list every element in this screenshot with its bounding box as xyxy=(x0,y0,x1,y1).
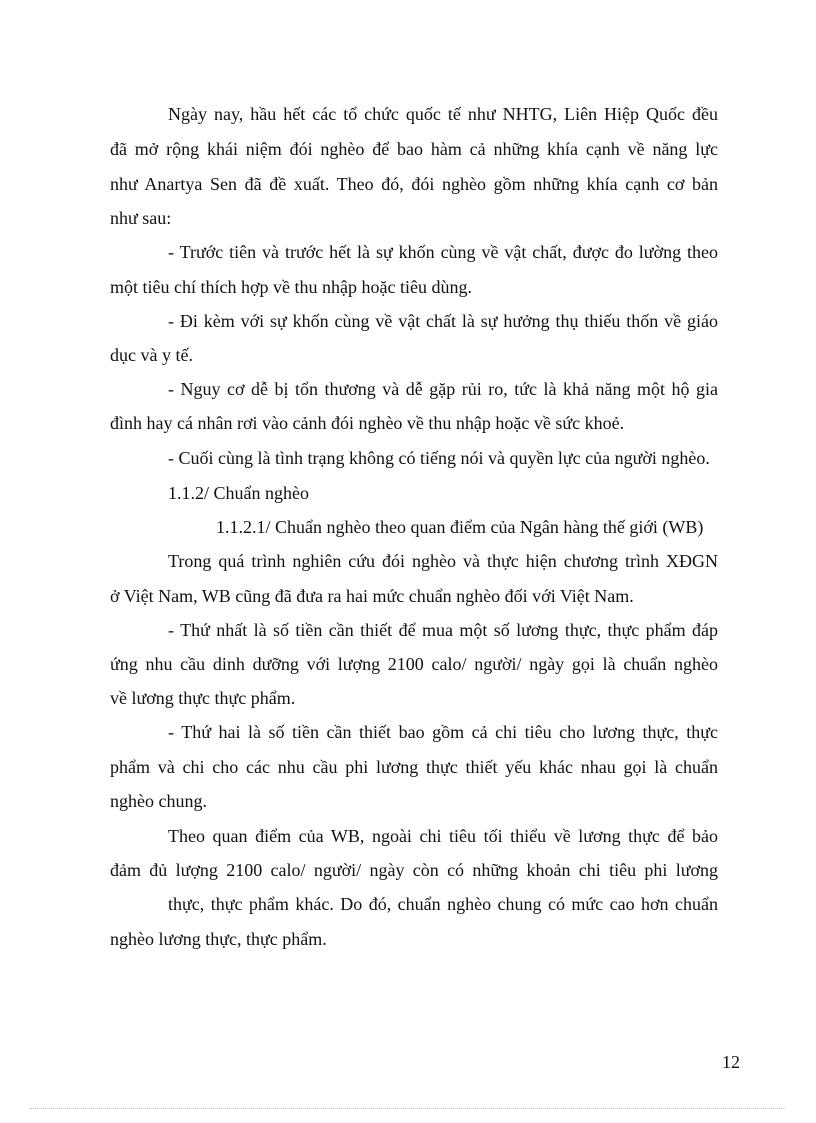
paragraph-line: như sau: xyxy=(110,208,172,228)
paragraph-line: ở Việt Nam, WB cũng đã đưa ra hai mức chuẩn nghèo đối với Việt Nam. xyxy=(110,586,634,606)
paragraph-line: Theo quan điểm của WB, ngoài chi tiêu tối thiểu về lương thực để bảo xyxy=(168,826,718,846)
paragraph-line: đã mở rộng khái niệm đói nghèo để bao hàm cả những khía cạnh về năng lực xyxy=(110,139,718,159)
section-heading: 1.1.2/ Chuẩn nghèo xyxy=(168,483,309,503)
paragraph-line: nghèo chung. xyxy=(110,791,207,811)
paragraph-line: Ngày nay, hầu hết các tổ chức quốc tế như NHTG, Liên Hiệp Quốc đều xyxy=(168,104,718,124)
subsection-heading: 1.1.2.1/ Chuẩn nghèo theo quan điểm của Ngân hàng thế giới (WB) xyxy=(216,517,704,537)
paragraph-line: đảm đủ lượng 2100 calo/ người/ ngày còn có những khoản chi tiêu phi lương xyxy=(110,860,718,880)
paragraph-line: như Anartya Sen đã đề xuất. Theo đó, đói nghèo gồm những khía cạnh cơ bản xyxy=(110,174,718,194)
bullet-line: - Đi kèm với sự khốn cùng về vật chất là sự hưởng thụ thiếu thốn về giáo xyxy=(168,311,718,331)
paragraph-line: dục và y tế. xyxy=(110,345,193,365)
bullet-line: - Cuối cùng là tình trạng không có tiếng nói và quyền lực của người nghèo. xyxy=(168,448,710,468)
paragraph-line: đình hay cá nhân rơi vào cảnh đói nghèo về thu nhập hoặc về sức khoẻ. xyxy=(110,413,625,433)
paragraph-line: thực, thực phẩm khác. Do đó, chuẩn nghèo chung có mức cao hơn chuẩn xyxy=(168,894,718,914)
bullet-line: - Thứ nhất là số tiền cần thiết để mua một số lương thực, thực phẩm đáp xyxy=(168,620,718,640)
bullet-line: - Nguy cơ dễ bị tổn thương và dễ gặp rủi ro, tức là khả năng một hộ gia xyxy=(168,379,718,399)
paragraph-line: về lương thực thực phẩm. xyxy=(110,688,296,708)
paragraph-line: phẩm và chi cho các nhu cầu phi lương thực thiết yếu khác nhau gọi là chuẩn xyxy=(110,757,718,777)
paragraph-line: nghèo lương thực, thực phẩm. xyxy=(110,929,327,949)
page-number: 12 xyxy=(722,1052,740,1072)
paragraph-line: ứng nhu cầu dinh dưỡng với lượng 2100 calo/ người/ ngày gọi là chuẩn nghèo xyxy=(110,654,718,674)
footer-divider xyxy=(30,1108,786,1109)
bullet-line: - Trước tiên và trước hết là sự khốn cùng về vật chất, được đo lường theo xyxy=(168,242,718,262)
paragraph-line: Trong quá trình nghiên cứu đói nghèo và thực hiện chương trình XĐGN xyxy=(168,551,718,571)
paragraph-line: một tiêu chí thích hợp về thu nhập hoặc tiêu dùng. xyxy=(110,277,472,297)
bullet-line: - Thứ hai là số tiền cần thiết bao gồm cả chi tiêu cho lương thực, thực xyxy=(168,722,718,742)
